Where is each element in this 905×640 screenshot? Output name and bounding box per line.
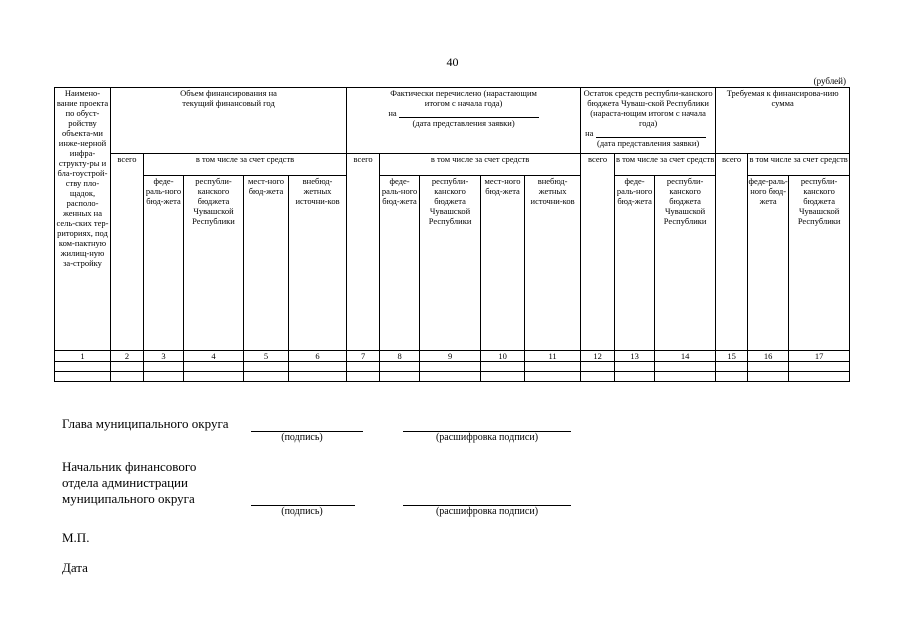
header-project-name: Наимено-вание проекта по обуст-ройству объекта-ми инже-нерной инфра-структу-ры и бла-гоустрой-ству пло-щадок, располо-женных на сель-ских тер-риториях, под ком-пактную жилищ-ную за-стройку: [55, 88, 111, 351]
transferred-title: Фактически перечислено (нарастающим итогом с начала года): [390, 88, 537, 108]
transferred-date-caption: (дата представления заявки): [412, 118, 515, 128]
g3-rep: республи-канского бюджета Чувашской Республики: [655, 176, 716, 351]
remaining-date-line: [596, 128, 706, 138]
col-num: 7: [347, 351, 380, 362]
g3-fed: феде-раль-ного бюд-жета: [615, 176, 655, 351]
col-num: 16: [748, 351, 789, 362]
transferred-date-line: [399, 108, 539, 118]
table-row: [55, 372, 850, 382]
finance-title-line1: Начальник финансового: [62, 459, 197, 474]
g1-loc: мест-ного бюд-жета: [244, 176, 289, 351]
transferred-on: на: [388, 108, 397, 118]
col-num: 15: [716, 351, 748, 362]
g1-incl: в том числе за счет средств: [144, 154, 347, 176]
header-remaining: [581, 88, 716, 154]
page-number: 40: [446, 55, 459, 69]
g1-fed: феде-раль-ного бюд-жета: [144, 176, 184, 351]
header-financing-volume: Объем финансирования на текущий финансовый год: [111, 88, 347, 154]
col-num: 2: [111, 351, 144, 362]
g2-ext: внебюд-жетных источни-ков: [525, 176, 581, 351]
date-label: Дата: [62, 560, 88, 575]
col-num: 12: [581, 351, 615, 362]
g4-rep: республи-канского бюджета Чувашской Республики: [789, 176, 850, 351]
col-num: 10: [481, 351, 525, 362]
col-num: 14: [655, 351, 716, 362]
g2-loc: мест-ного бюд-жета: [481, 176, 525, 351]
head-signature-caption: (подпись): [281, 432, 323, 443]
col-num: 3: [144, 351, 184, 362]
remaining-on: на: [585, 128, 594, 138]
table-row: [55, 362, 850, 372]
g3-total: всего: [581, 154, 615, 351]
finance-decoding-caption: (расшифровка подписи): [435, 506, 539, 517]
g2-incl: в том числе за счет средств: [380, 154, 581, 176]
col-num: 6: [289, 351, 347, 362]
g1-rep: республи-канского бюджета Чувашской Республики: [184, 176, 244, 351]
remaining-title: Остаток средств республи-канского бюджета Чуваш-ской Республики (нараста-ющим итогом с начала года): [583, 88, 713, 128]
stamp-place: М.П.: [62, 530, 90, 545]
col-num: 1: [55, 351, 111, 362]
finance-signature-caption: (подпись): [281, 506, 323, 517]
col-num: 11: [525, 351, 581, 362]
col-num: 4: [184, 351, 244, 362]
g1-ext: внебюд-жетных источни-ков: [289, 176, 347, 351]
remaining-date-caption: (дата представления заявки): [597, 138, 700, 148]
col-num: 5: [244, 351, 289, 362]
finance-title-line3: муниципального округа: [62, 491, 195, 506]
header-required: Требуемая к финансирова-нию сумма: [716, 88, 850, 154]
g2-rep: республи-канского бюджета Чувашской Республики: [420, 176, 481, 351]
g4-total: всего: [716, 154, 748, 351]
financing-table: [54, 87, 850, 382]
finance-title-line2: отдела администрации: [62, 475, 188, 490]
col-num: 9: [420, 351, 481, 362]
col-num: 17: [789, 351, 850, 362]
g1-total: всего: [111, 154, 144, 351]
units-label: (рублей): [813, 76, 846, 86]
g2-total: всего: [347, 154, 380, 351]
g4-incl: в том числе за счет средств: [748, 154, 850, 176]
column-number-row: [55, 351, 850, 362]
head-title: Глава муниципального округа: [62, 416, 229, 431]
g2-fed: феде-раль-ного бюд-жета: [380, 176, 420, 351]
header-transferred: [347, 88, 581, 154]
g3-incl: в том числе за счет средств: [615, 154, 716, 176]
col-num: 8: [380, 351, 420, 362]
g4-fed: феде-раль-ного бюд-жета: [748, 176, 789, 351]
col-num: 13: [615, 351, 655, 362]
head-decoding-caption: (расшифровка подписи): [435, 432, 539, 443]
